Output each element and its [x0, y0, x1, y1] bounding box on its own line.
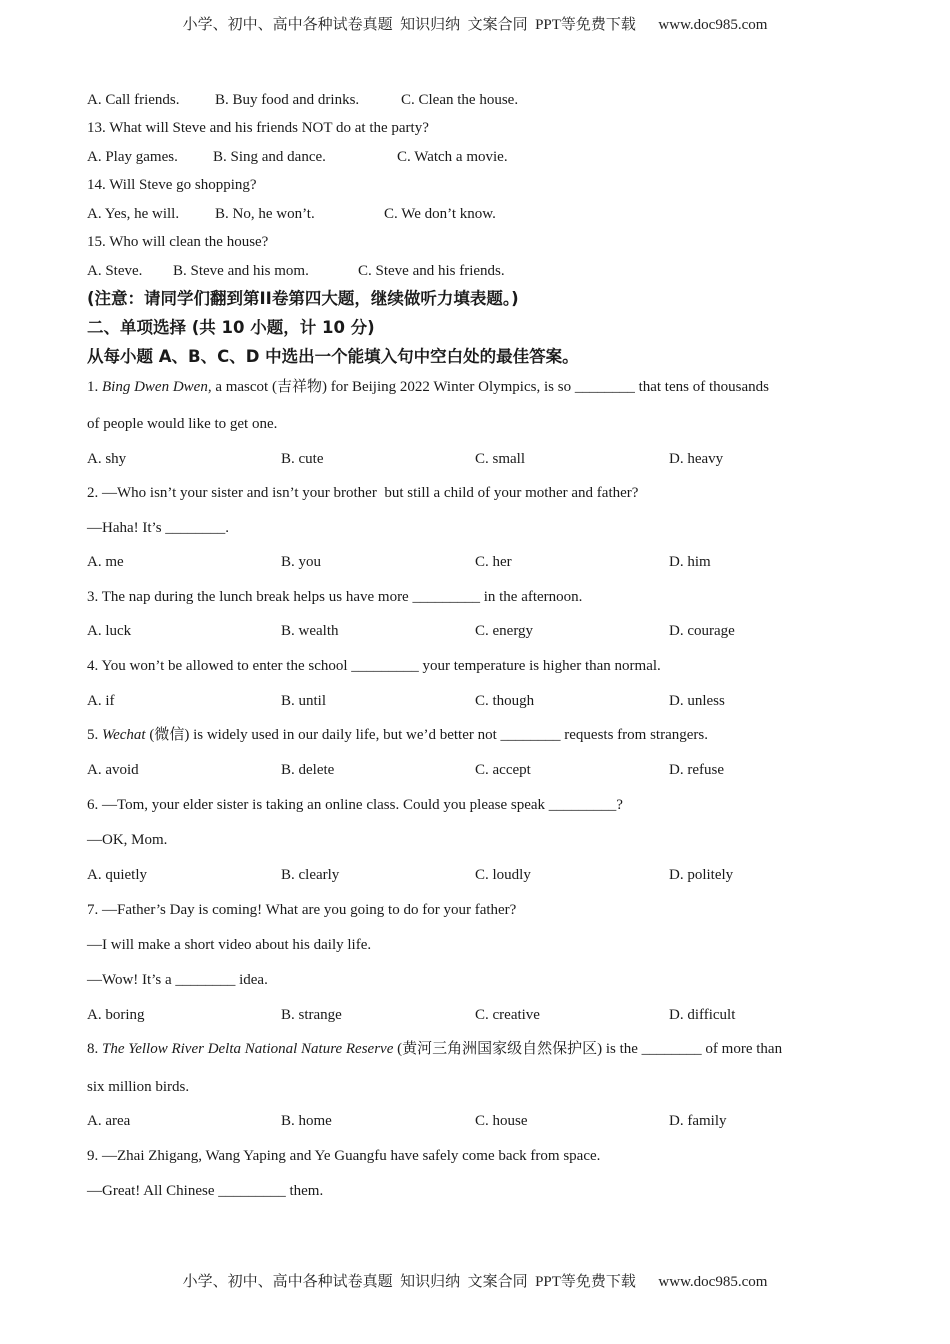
q6-text: 6. —Tom, your elder sister is taking an online class. Could you please speak _________? — [87, 797, 623, 813]
q5-option-a: A. avoid — [87, 762, 139, 778]
q5-option-b: B. delete — [281, 762, 335, 778]
q1-text-cont: of people would like to get one. — [87, 416, 278, 432]
q6-option-d: D. politely — [669, 867, 734, 883]
q4-option-c: C. though — [475, 693, 535, 709]
q5-text: 5. Wechat (微信) is widely used in our daily life, but we’d better not ________ requests from strangers. — [87, 727, 708, 743]
q4-text: 4. You won’t be allowed to enter the school _________ your temperature is higher than normal. — [87, 658, 661, 674]
q7-option-b: B. strange — [281, 1007, 342, 1023]
q8-option-a: A. area — [87, 1113, 131, 1129]
q8-text: 8. The Yellow River Delta National Nature Reserve (黄河三角洲国家级自然保护区) is the ________ of more than — [87, 1041, 783, 1057]
q8-text-cont: six million birds. — [87, 1079, 190, 1095]
q5-option-d: D. refuse — [669, 762, 724, 778]
q2-text: 2. —Who isn’t your sister and isn’t your brother but still a child of your mother and father? — [87, 485, 639, 501]
q1-text: 1. Bing Dwen Dwen, a mascot (吉祥物) for Beijing 2022 Winter Olympics, is so ________ that tens of thousands — [87, 379, 769, 395]
q14-text: 14. Will Steve go shopping? — [87, 177, 257, 193]
q8-option-b: B. home — [281, 1113, 332, 1129]
q3-option-d: D. courage — [669, 623, 735, 639]
q6-text-reply: —OK, Mom. — [87, 832, 168, 848]
q2-option-b: B. you — [281, 554, 322, 570]
q15-option-b: B. Steve and his mom. — [173, 263, 309, 279]
q3-text: 3. The nap during the lunch break helps us have more _________ in the afternoon. — [87, 589, 583, 605]
q4-option-b: B. until — [281, 693, 327, 709]
q2-option-d: D. him — [669, 554, 711, 570]
q7-option-d: D. difficult — [669, 1007, 736, 1023]
q14-option-c: C. We don’t know. — [384, 206, 496, 222]
q6-option-a: A. quietly — [87, 867, 147, 883]
q6-option-b: B. clearly — [281, 867, 340, 883]
q7-option-c: C. creative — [475, 1007, 540, 1023]
page-header: 小学、初中、高中各种试卷真题 知识归纳 文案合同 PPT等免费下载 www.doc985.com — [182, 17, 768, 33]
listening-note: (注意：请同学们翻到第II卷第四大题，继续做听力填表题。) — [87, 289, 519, 308]
q7-text-reply-2: —Wow! It’s a ________ idea. — [87, 972, 268, 988]
q14-option-b: B. No, he won’t. — [215, 206, 315, 222]
q2-option-a: A. me — [87, 554, 124, 570]
q2-option-c: C. her — [475, 554, 512, 570]
q3-option-a: A. luck — [87, 623, 132, 639]
q12-option-c: C. Clean the house. — [401, 92, 519, 108]
q1-option-d: D. heavy — [669, 451, 724, 467]
q13-option-a: A. Play games. — [87, 149, 178, 165]
section-title: 二、单项选择 (共 10 小题，计 10 分) — [87, 318, 375, 337]
q3-option-b: B. wealth — [281, 623, 339, 639]
q15-text: 15. Who will clean the house? — [87, 234, 269, 250]
q15-option-a: A. Steve. — [87, 263, 143, 279]
q12-option-a: A. Call friends. — [87, 92, 180, 108]
q13-option-b: B. Sing and dance. — [213, 149, 326, 165]
q8-option-c: C. house — [475, 1113, 528, 1129]
q15-option-c: C. Steve and his friends. — [358, 263, 505, 279]
q5-option-c: C. accept — [475, 762, 531, 778]
q2-text-reply: —Haha! It’s ________. — [87, 520, 230, 536]
q6-option-c: C. loudly — [475, 867, 531, 883]
q1-option-b: B. cute — [281, 451, 324, 467]
q9-text-reply: —Great! All Chinese _________ them. — [87, 1183, 324, 1199]
q4-option-d: D. unless — [669, 693, 725, 709]
page-footer: 小学、初中、高中各种试卷真题 知识归纳 文案合同 PPT等免费下载 www.doc985.com — [182, 1274, 768, 1290]
q4-option-a: A. if — [87, 693, 115, 709]
q7-text: 7. —Father’s Day is coming! What are you going to do for your father? — [87, 902, 517, 918]
q7-option-a: A. boring — [87, 1007, 145, 1023]
q7-text-reply: —I will make a short video about his daily life. — [87, 937, 372, 953]
q13-text: 13. What will Steve and his friends NOT do at the party? — [87, 120, 429, 136]
q1-option-c: C. small — [475, 451, 526, 467]
q8-option-d: D. family — [669, 1113, 727, 1129]
q9-text: 9. —Zhai Zhigang, Wang Yaping and Ye Guangfu have safely come back from space. — [87, 1148, 601, 1164]
section-instruction: 从每小题 A、B、C、D 中选出一个能填入句中空白处的最佳答案。 — [87, 347, 579, 366]
q3-option-c: C. energy — [475, 623, 534, 639]
q13-option-c: C. Watch a movie. — [397, 149, 508, 165]
q12-option-b: B. Buy food and drinks. — [215, 92, 360, 108]
q1-option-a: A. shy — [87, 451, 127, 467]
q14-option-a: A. Yes, he will. — [87, 206, 180, 222]
